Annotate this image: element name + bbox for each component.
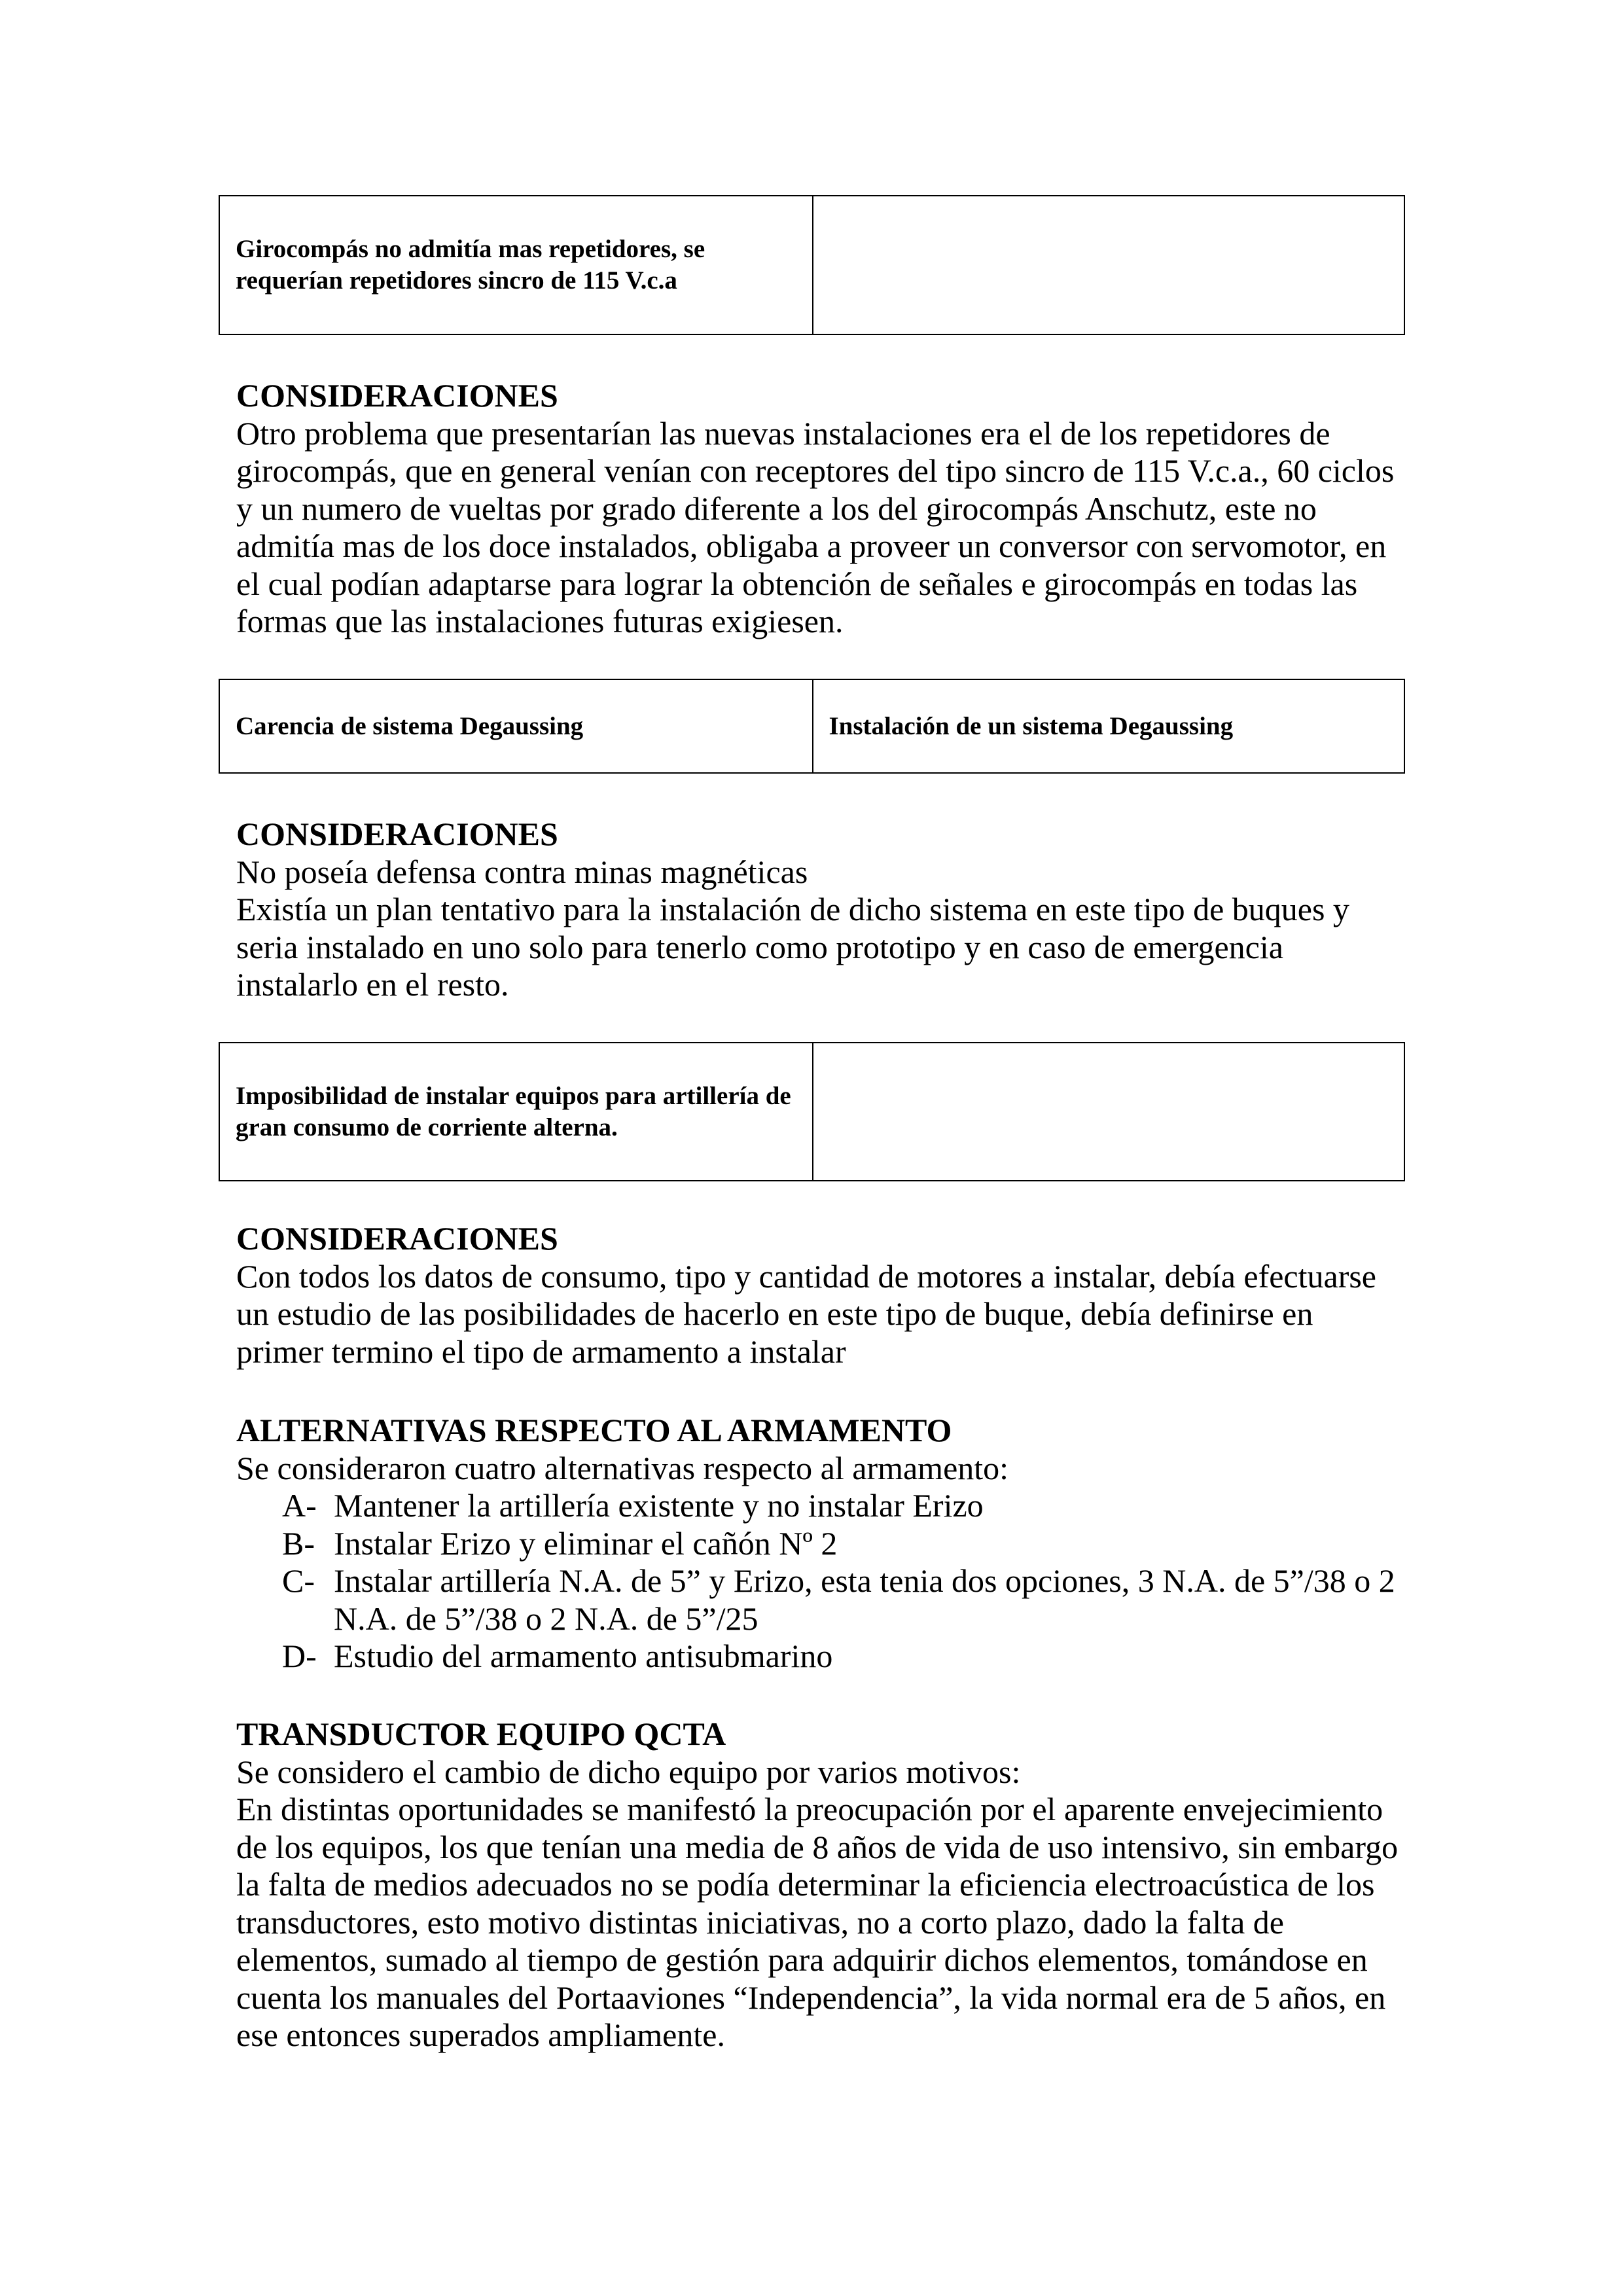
section-transductor: [236, 1715, 1414, 2054]
cell-text: Carencia de sistema Degaussing: [236, 711, 584, 740]
table-cell-problem: [220, 1043, 812, 1180]
paragraph: Existía un plan tentativo para la instalación de dicho sistema en este tipo de buques y seria instalado en uno solo para tenerlo como prototipo y en caso de emergencia instalarlo en el resto.: [236, 891, 1349, 1003]
paragraph: Se considero el cambio de dicho equipo por varios motivos:: [236, 1753, 1021, 1790]
section-considerations-1: [236, 377, 1414, 641]
cell-text: Instalación de un sistema Degaussing: [829, 711, 1234, 740]
list-label: D-: [282, 1638, 317, 1674]
cell-text: Girocompás no admitía mas repetidores, se requerían repetidores sincro de 115 V.c.a: [236, 235, 705, 295]
table-degaussing: [219, 679, 1405, 774]
list-label: A-: [282, 1487, 317, 1524]
table-cell-solution: [812, 196, 1404, 334]
list-item: [236, 1638, 1414, 1676]
cell-text: Imposibilidad de instalar equipos para artillería de gran consumo de corriente alterna.: [236, 1081, 791, 1141]
list-text: Estudio del armamento antisubmarino: [334, 1638, 833, 1674]
table-cell-solution: [812, 680, 1404, 772]
table-cell-solution: [812, 1043, 1404, 1180]
section-heading: CONSIDERACIONES: [236, 1220, 558, 1257]
paragraph: En distintas oportunidades se manifestó la preocupación por el aparente envejecimiento de los equipos, los que tenían una media de 8 años de vida de uso intensivo, sin embargo la falta de medios adecuados no se podía determinar la eficiencia electroacústica de los transductores, esto motivo distintas iniciativas, no a corto plazo, dado la falta de elementos, sumado al tiempo de gestión para adquirir dichos elementos, tomándose en cuenta los manuales del Portaaviones “Independencia”, la vida normal era de 5 años, en ese entonces superados ampliamente.: [236, 1791, 1399, 2053]
list-text: Instalar Erizo y eliminar el cañón Nº 2: [334, 1524, 838, 1562]
paragraph: No poseía defensa contra minas magnéticas: [236, 853, 808, 890]
section-alternativas: [236, 1412, 1414, 1676]
section-considerations-3: [236, 1220, 1414, 1371]
section-heading: CONSIDERACIONES: [236, 816, 558, 852]
section-heading: TRANSDUCTOR EQUIPO QCTA: [236, 1715, 726, 1752]
list-label: B-: [282, 1524, 315, 1562]
paragraph: Se consideraron cuatro alternativas respecto al armamento:: [236, 1449, 1009, 1486]
list-item: [236, 1525, 1414, 1563]
table-artilleria: [219, 1042, 1405, 1181]
table-cell-problem: [220, 196, 812, 334]
list-item: [236, 1487, 1414, 1525]
section-heading: ALTERNATIVAS RESPECTO AL ARMAMENTO: [236, 1412, 952, 1448]
list-text: Mantener la artillería existente y no instalar Erizo: [334, 1487, 984, 1524]
list-text: Instalar artillería N.A. de 5” y Erizo, esta tenia dos opciones, 3 N.A. de 5”/38 o 2 N.A. de 5”/38 o 2 N.A. de 5”/25: [334, 1562, 1395, 1637]
table-cell-problem: [220, 680, 812, 772]
section-considerations-2: [236, 816, 1414, 1004]
paragraph: Otro problema que presentarían las nuevas instalaciones era el de los repetidores de girocompás, que en general venían con receptores del tipo sincro de 115 V.c.a., 60 ciclos y un numero de vueltas por grado diferente a los del girocompás Anschutz, este no admitía mas de los doce instalados, obligaba a proveer un conversor con servomotor, en el cual podían adaptarse para lograr la obtención de señales e girocompás en todas las formas que las instalaciones futuras exigiesen.: [236, 414, 1395, 639]
section-heading: CONSIDERACIONES: [236, 377, 558, 414]
list-item: [236, 1562, 1414, 1638]
paragraph: Con todos los datos de consumo, tipo y cantidad de motores a instalar, debía efectuarse un estudio de las posibilidades de hacerlo en este tipo de buque, debía definirse en primer termino el tipo de armamento a instalar: [236, 1257, 1376, 1370]
list-label: C-: [282, 1562, 315, 1599]
table-girocompas: [219, 195, 1405, 335]
